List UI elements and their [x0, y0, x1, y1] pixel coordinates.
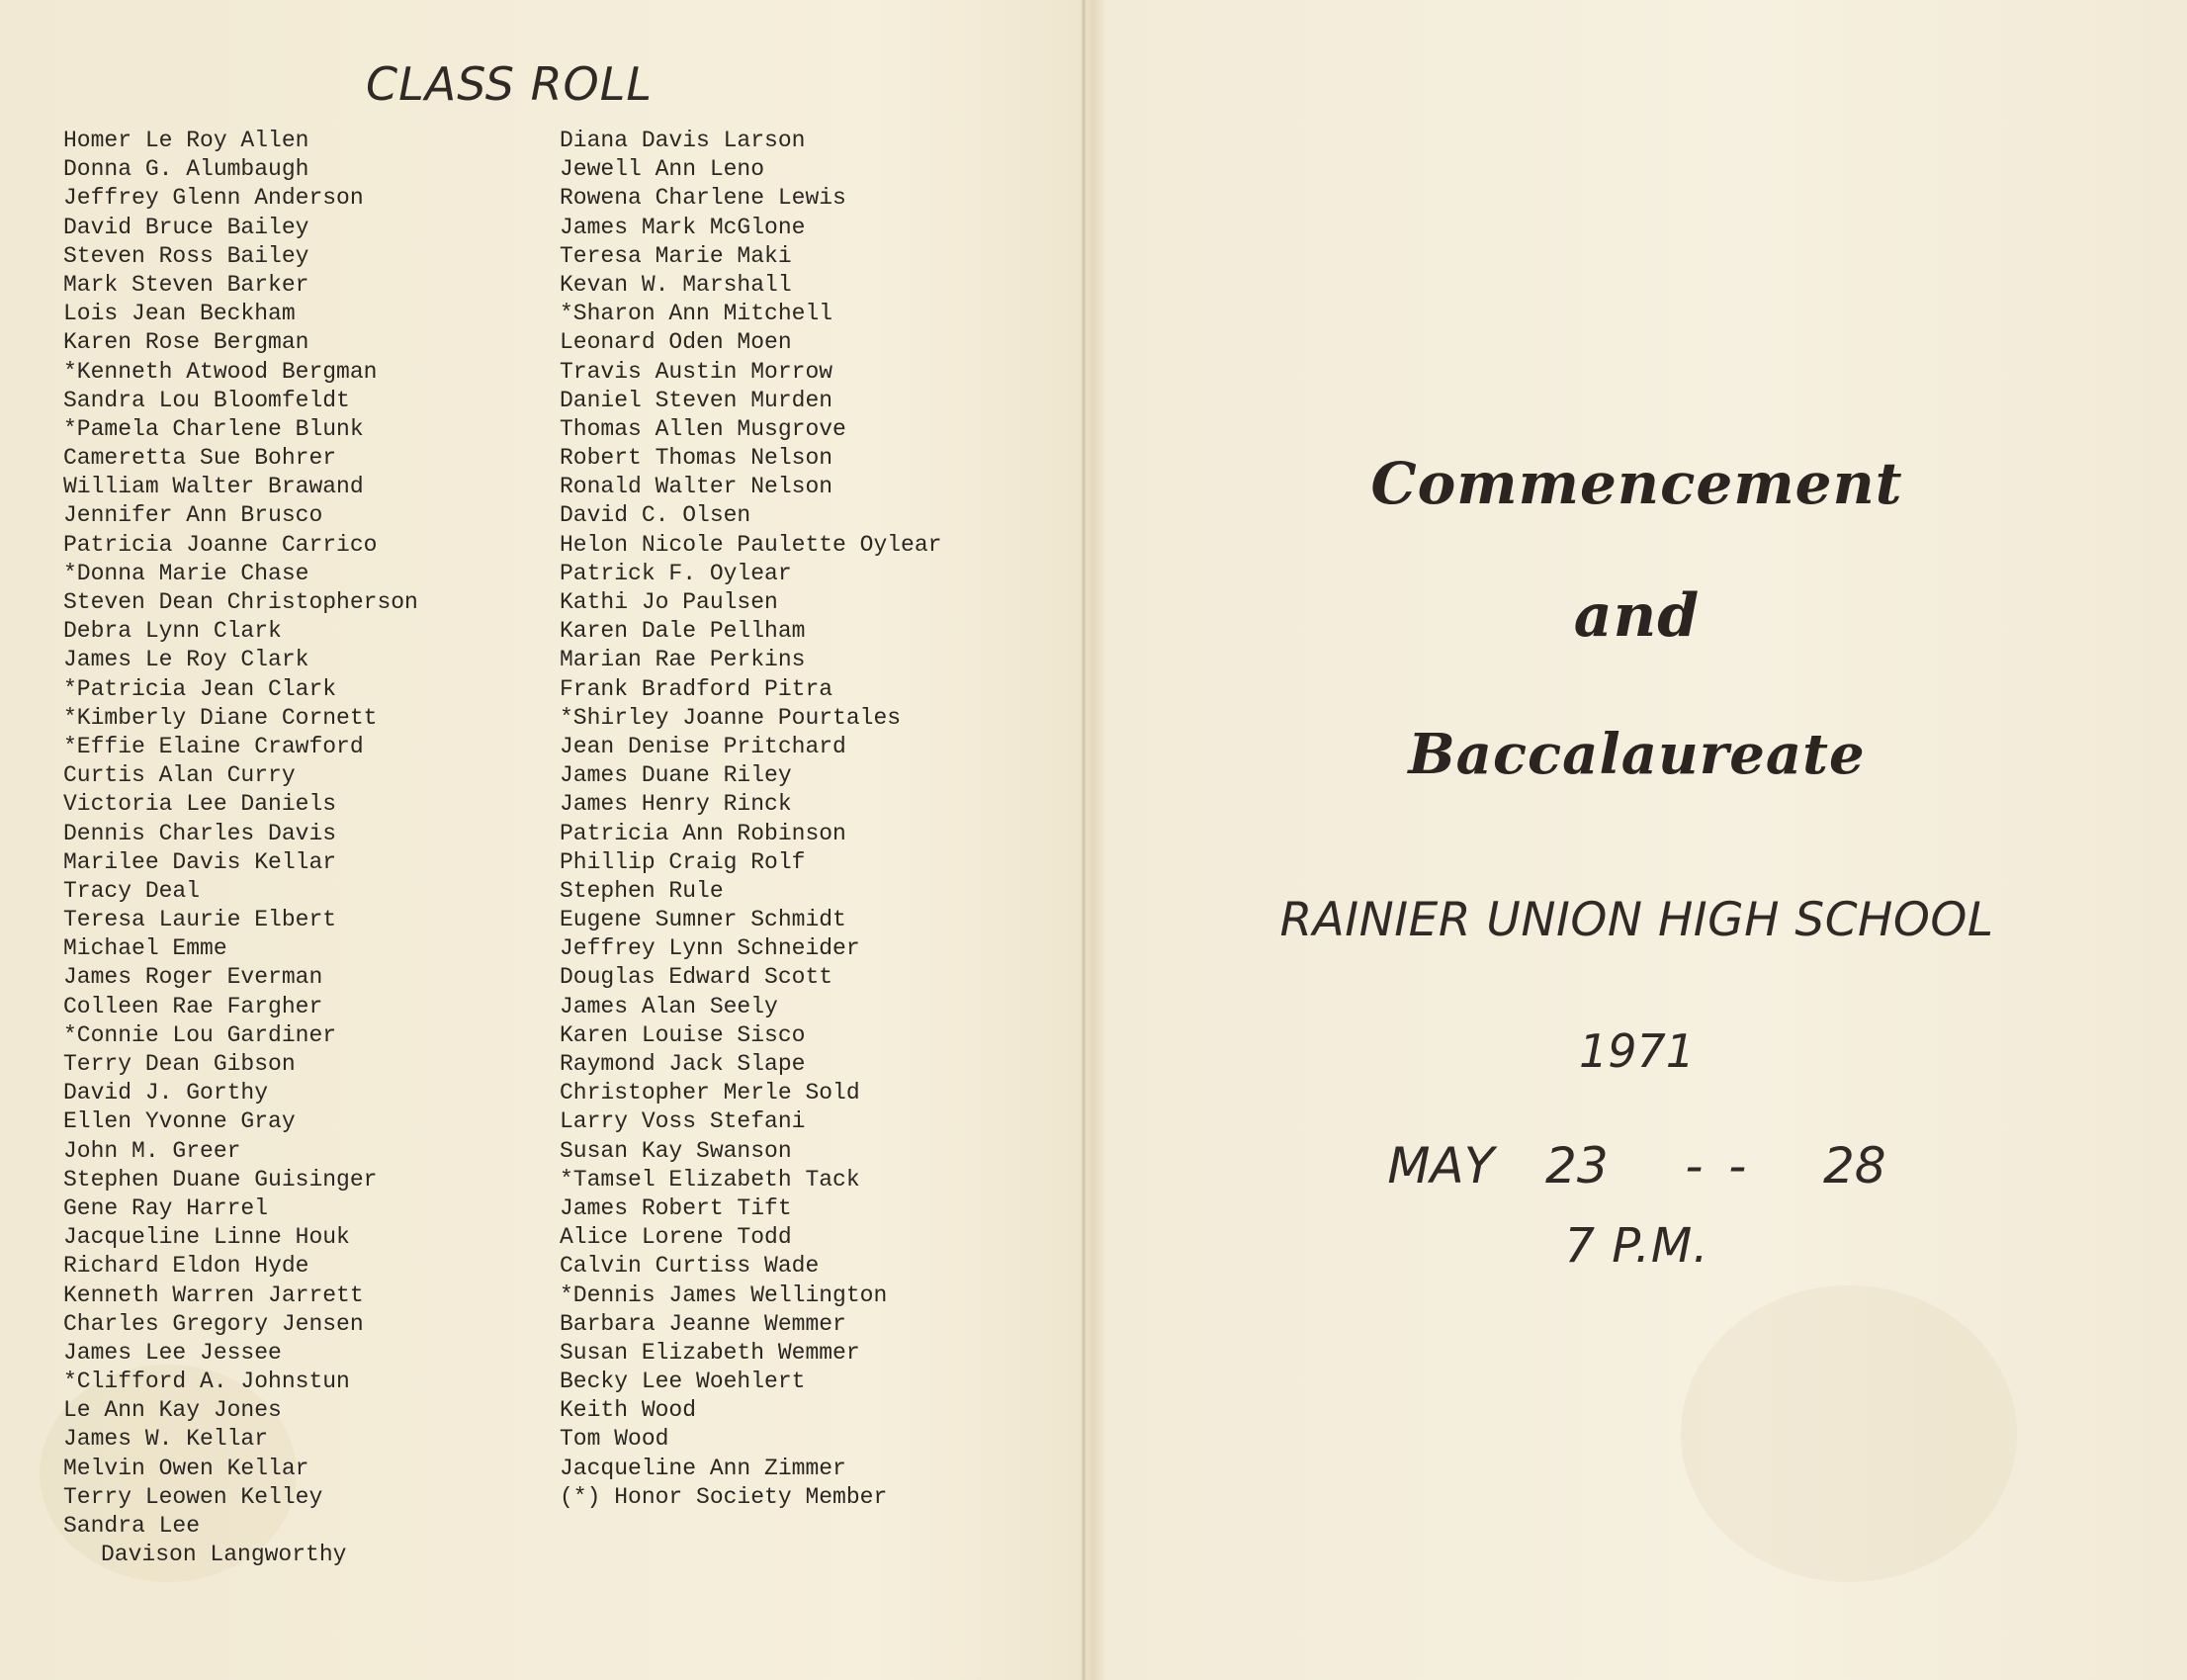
roll-name: James Lee Jessee	[63, 1339, 282, 1366]
roll-name: Kenneth Warren Jarrett	[63, 1282, 364, 1308]
class-roll-title: CLASS ROLL	[366, 57, 654, 111]
roll-name: Raymond Jack Slape	[560, 1051, 806, 1077]
roll-name: Victoria Lee Daniels	[63, 791, 337, 818]
roll-name: Cameretta Sue Bohrer	[63, 445, 337, 472]
roll-name: Jeffrey Lynn Schneider	[560, 935, 860, 962]
roll-name: Steven Dean Christopherson	[63, 589, 418, 615]
school-name: RAINIER UNION HIGH SCHOOL	[1279, 893, 1994, 947]
roll-name: Terry Leowen Kelley	[63, 1483, 323, 1510]
roll-name: David C. Olsen	[560, 502, 751, 529]
roll-name: Kathi Jo Paulsen	[560, 589, 778, 615]
roll-name: *Pamela Charlene Blunk	[63, 415, 364, 442]
roll-name: James Roger Everman	[63, 964, 323, 991]
class-roll-column-left	[63, 127, 418, 1569]
roll-name: Larry Voss Stefani	[560, 1108, 806, 1135]
roll-name: Thomas Allen Musgrove	[560, 415, 846, 442]
roll-name: Daniel Steven Murden	[560, 387, 833, 413]
roll-name: Patricia Ann Robinson	[560, 820, 846, 846]
roll-name: Barbara Jeanne Wemmer	[560, 1310, 846, 1337]
roll-name: Marian Rae Perkins	[560, 647, 806, 673]
roll-name: Richard Eldon Hyde	[63, 1253, 309, 1280]
roll-name: *Donna Marie Chase	[63, 560, 309, 586]
roll-name: Karen Louise Sisco	[560, 1021, 806, 1048]
roll-name: *Connie Lou Gardiner	[63, 1021, 337, 1048]
roll-name: Alice Lorene Todd	[560, 1224, 792, 1251]
roll-name: Becky Lee Woehlert	[560, 1369, 806, 1395]
event-time: 7 P.M.	[1564, 1218, 1709, 1274]
roll-name: Susan Kay Swanson	[560, 1137, 792, 1164]
class-roll-column-right	[560, 127, 941, 1512]
class-roll-page	[0, 0, 1081, 1680]
roll-name: James Duane Riley	[560, 762, 792, 789]
roll-name: Patricia Joanne Carrico	[63, 531, 378, 558]
roll-name: Melvin Owen Kellar	[63, 1455, 309, 1481]
roll-name: Homer Le Roy Allen	[63, 128, 309, 153]
roll-name: Sandra Lee	[63, 1513, 201, 1539]
roll-name: David Bruce Bailey	[63, 214, 309, 240]
roll-name: James Robert Tift	[560, 1194, 792, 1221]
roll-name: Jennifer Ann Brusco	[63, 502, 323, 529]
roll-name: Karen Rose Bergman	[63, 329, 309, 356]
roll-name: Stephen Duane Guisinger	[63, 1166, 378, 1193]
roll-name: *Dennis James Wellington	[560, 1282, 888, 1308]
roll-name: Keith Wood	[560, 1397, 697, 1424]
roll-name: Mark Steven Barker	[63, 271, 309, 298]
roll-name: Tracy Deal	[63, 877, 201, 904]
roll-name: Susan Elizabeth Wemmer	[560, 1339, 860, 1366]
roll-name: James Henry Rinck	[560, 791, 792, 818]
roll-name: Jeffrey Glenn Anderson	[63, 185, 364, 212]
roll-name: Jean Denise Pritchard	[560, 733, 846, 759]
roll-name: Ronald Walter Nelson	[560, 474, 833, 500]
graduation-year: 1971	[1578, 1024, 1696, 1078]
roll-name: Lois Jean Beckham	[63, 301, 296, 327]
roll-name: Davison Langworthy	[101, 1542, 347, 1568]
roll-name: Teresa Marie Maki	[560, 242, 792, 269]
roll-name: Charles Gregory Jensen	[63, 1310, 364, 1337]
roll-name: Le Ann Kay Jones	[63, 1397, 282, 1424]
roll-name: *Kenneth Atwood Bergman	[63, 358, 378, 385]
event-dates: MAY 23 - - 28	[1387, 1137, 1886, 1194]
roll-name: Colleen Rae Fargher	[63, 993, 323, 1019]
roll-name: Steven Ross Bailey	[63, 242, 309, 269]
roll-name: David J. Gorthy	[63, 1080, 269, 1106]
roll-name: Ellen Yvonne Gray	[63, 1108, 296, 1135]
roll-name: Gene Ray Harrel	[63, 1194, 269, 1221]
roll-name: James Alan Seely	[560, 993, 778, 1019]
roll-name: Stephen Rule	[560, 877, 724, 904]
roll-name: Patrick F. Oylear	[560, 560, 792, 586]
roll-name: Robert Thomas Nelson	[560, 445, 833, 472]
cover-title-commencement: Commencement	[1370, 450, 1903, 517]
roll-name: Marilee Davis Kellar	[63, 848, 337, 875]
cover-title-and: and	[1573, 581, 1701, 651]
roll-name: Teresa Laurie Elbert	[63, 907, 337, 933]
roll-name: Debra Lynn Clark	[63, 618, 282, 645]
roll-name: Travis Austin Morrow	[560, 358, 833, 385]
roll-name: *Tamsel Elizabeth Tack	[560, 1166, 860, 1193]
roll-name: Donna G. Alumbaugh	[63, 156, 309, 183]
roll-name: Diana Davis Larson	[560, 128, 806, 153]
roll-name: *Shirley Joanne Pourtales	[560, 704, 902, 731]
roll-name: *Kimberly Diane Cornett	[63, 704, 378, 731]
roll-name: John M. Greer	[63, 1137, 241, 1164]
roll-name: *Sharon Ann Mitchell	[560, 301, 833, 327]
roll-name: (*) Honor Society Member	[560, 1483, 888, 1510]
roll-name: Frank Bradford Pitra	[560, 675, 833, 702]
roll-name: Phillip Craig Rolf	[560, 848, 806, 875]
roll-name: Leonard Oden Moen	[560, 329, 792, 356]
roll-name: *Clifford A. Johnstun	[63, 1369, 350, 1395]
roll-name: James Le Roy Clark	[63, 647, 309, 673]
roll-name: Calvin Curtiss Wade	[560, 1253, 820, 1280]
roll-name: William Walter Brawand	[63, 474, 364, 500]
roll-name: Eugene Sumner Schmidt	[560, 907, 846, 933]
roll-name: James W. Kellar	[63, 1426, 269, 1453]
roll-name: Kevan W. Marshall	[560, 271, 792, 298]
roll-name: Terry Dean Gibson	[63, 1051, 296, 1077]
roll-name: Jewell Ann Leno	[560, 156, 765, 183]
roll-name: James Mark McGlone	[560, 214, 806, 240]
roll-name: Tom Wood	[560, 1426, 669, 1453]
roll-name: Helon Nicole Paulette Oylear	[560, 531, 942, 558]
roll-name: Dennis Charles Davis	[63, 820, 337, 846]
roll-name: Karen Dale Pellham	[560, 618, 806, 645]
roll-name: Michael Emme	[63, 935, 227, 962]
roll-name: *Effie Elaine Crawford	[63, 733, 364, 759]
roll-name: Jacqueline Linne Houk	[63, 1224, 350, 1251]
roll-name: Christopher Merle Sold	[560, 1080, 860, 1106]
roll-name: Douglas Edward Scott	[560, 964, 833, 991]
roll-name: Sandra Lou Bloomfeldt	[63, 387, 350, 413]
cover-title-baccalaureate: Baccalaureate	[1408, 722, 1866, 787]
roll-name: Curtis Alan Curry	[63, 762, 296, 789]
roll-name: *Patricia Jean Clark	[63, 675, 337, 702]
roll-name: Jacqueline Ann Zimmer	[560, 1455, 846, 1481]
cover-page	[1087, 0, 2187, 1680]
roll-name: Rowena Charlene Lewis	[560, 185, 846, 212]
